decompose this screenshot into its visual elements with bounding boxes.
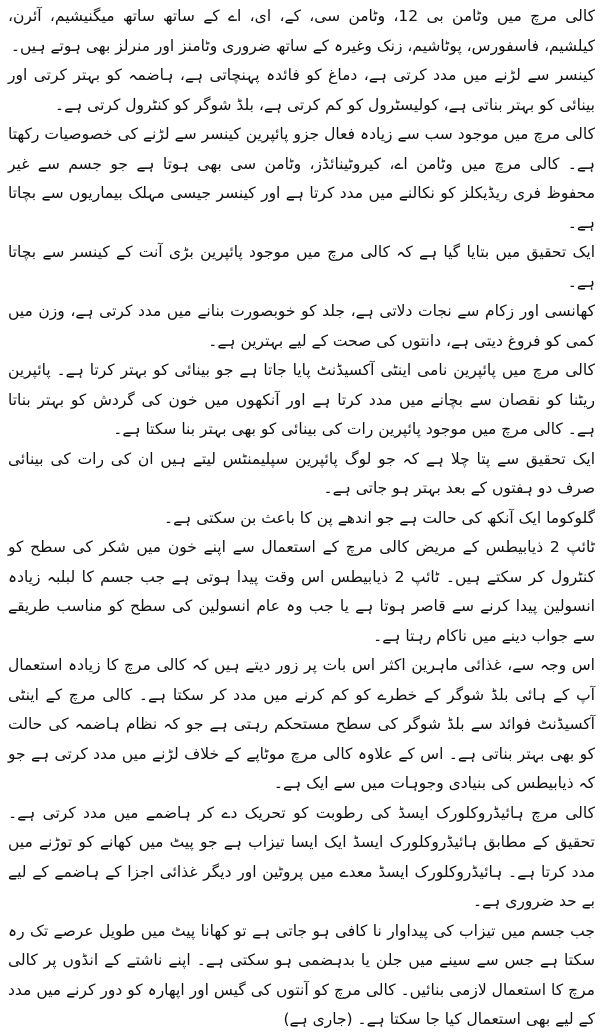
paragraph-heartburn [8, 917, 595, 1035]
paragraph-health-benefits: کینسر سے لڑنے میں مدد کرتی ہے، دماغ کو فائدہ پہنچاتی ہے، ہاضمہ کو بہتر کرتی اور بینائی کو بہتر بناتی ہے، کولیسٹرول کو کم کرتی ہے، بلڈ شوگر کو کنٹرول کرتی ہے۔ [8, 66, 595, 114]
paragraph-glaucoma: گلوکوما ایک آنکھ کی حالت ہے جو اندھے پن کا باعث بن سکتی ہے۔ [164, 508, 595, 527]
paragraph-cough-skin-weight: کھانسی اور زکام سے نجات دلاتی ہے، جلد کو خوبصورت بنانے میں مدد کرتی ہے، وزن میں کمی کو فروغ دیتی ہے، دانتوں کی صحت کے لیے بہترین ہے۔ [8, 302, 595, 350]
paragraph-piperine-cancer: کالی مرچ میں موجود سب سے زیادہ فعال جزو پائپرین کینسر سے لڑنے کی خصوصیات رکھتا ہے۔ کالی مرچ میں وٹامن اے، کیروٹینائڈز، وٹامن سی بھی ہوتا ہے جو جسم سے غیر محفوظ فری ریڈیکلز کو نکالنے میں مدد کرتا ہے اور کینسر جیسی مہلک بیماریوں سے بچاتا ہے۔ [8, 125, 595, 232]
paragraph-vitamins-minerals: کالی مرچ میں وٹامن بی 12، وٹامن سی، کے، ای، اے کے ساتھ ساتھ میگنیشیم، آئرن، کیلشیم، فاسفورس، پوٹاشیم، زنک وغیرہ کے ساتھ ضروری وٹامنز اور منرلز بھی ہوتے ہیں۔ [8, 7, 595, 55]
paragraph-eyesight: کالی مرچ میں پائپرین نامی اینٹی آکسیڈنٹ پایا جاتا ہے جو بینائی کو بہتر کرتا ہے۔ پائپرین ریٹنا کو نقصان سے بچانے میں مدد کرتا ہے اور آنکھوں میں خون کی گردش کو بہتر بناتا ہے۔ کالی مرچ میں موجود پائپرین رات کی بینائی کو بھی بہتر بنا سکتا ہے۔ [8, 361, 595, 438]
paragraph-colon-cancer-study: ایک تحقیق میں بتایا گیا ہے کہ کالی مرچ میں موجود پائپرین بڑی آنت کے کینسر سے بچاتا ہے۔ [8, 243, 595, 291]
paragraph-digestion-acid: کالی مرچ ہائیڈروکلورک ایسڈ کی رطوبت کو تحریک دے کر ہاضمے میں مدد کرتی ہے۔ تحقیق کے مطابق ہائیڈروکلورک ایسڈ ایک ایسا تیزاب ہے جو پیٹ میں کھانے کو توڑنے میں مدد کرتا ہے۔ ہائیڈروکلورک ایسڈ معدے میں پروٹین اور دیگر غذائی اجزا کے ہاضمے کے لیے بے حد ضروری ہے۔ [8, 803, 595, 910]
paragraph-blood-sugar: اس وجہ سے، غذائی ماہرین اکثر اس بات پر زور دیتے ہیں کہ کالی مرچ کا زیادہ استعمال آپ کے ہائی بلڈ شوگر کے خطرے کو کم کرنے میں مدد کر سکتا ہے۔ کالی مرچ کے اینٹی آکسیڈنٹ فوائد سے بلڈ شوگر کی سطح مستحکم رہتی ہے جو کہ نظام ہاضمہ کی حالت کو بھی بہتر بناتی ہے۔ اس کے علاوہ کالی مرچ موٹاپے کے خلاف لڑنے میں مدد کرتی ہے جو کہ ذیابیطس کی بنیادی وجوہات میں سے ایک ہے۔ [8, 656, 595, 792]
to-be-continued-note: (جاری ہے) [283, 1010, 353, 1028]
paragraph-night-vision-study: ایک تحقیق سے پتا چلا ہے کہ جو لوگ پائپرین سپلیمنٹس لیتے ہیں ان کی رات کی بینائی صرف دو ہفتوں کے بعد بہتر ہو جاتی ہے۔ [8, 449, 595, 497]
paragraph-type2-diabetes: ٹائپ 2 ذیابیطس کے مریض کالی مرچ کے استعمال سے اپنے خون میں شکر کی سطح کو کنٹرول کر سکتے ہیں۔ ٹائپ 2 ذیابیطس اس وقت پیدا ہوتی ہے جب جسم کا لبلبہ زیادہ انسولین پیدا کرنے سے قاصر ہوتا ہے یا جب وہ عام انسولین کی سطح کو مناسب طریقے سے جواب دینے میں ناکام رہتا ہے۔ [8, 538, 595, 645]
paragraph-heartburn-text: جب جسم میں تیزاب کی پیداوار نا کافی ہو جاتی ہے تو کھانا پیٹ میں طویل عرصے تک رہ سکتا ہے جس سے سینے میں جلن یا بدہضمی ہو سکتی ہے۔ اپنے ناشتے کے انڈوں پر کالی مرچ کا استعمال لازمی بنائیں۔ کالی مرچ کو آنتوں کی گیس اور اپھارہ کو دور کرنے میں مدد کے لیے بھی استعمال کیا جا سکتا ہے۔ [8, 921, 595, 1028]
